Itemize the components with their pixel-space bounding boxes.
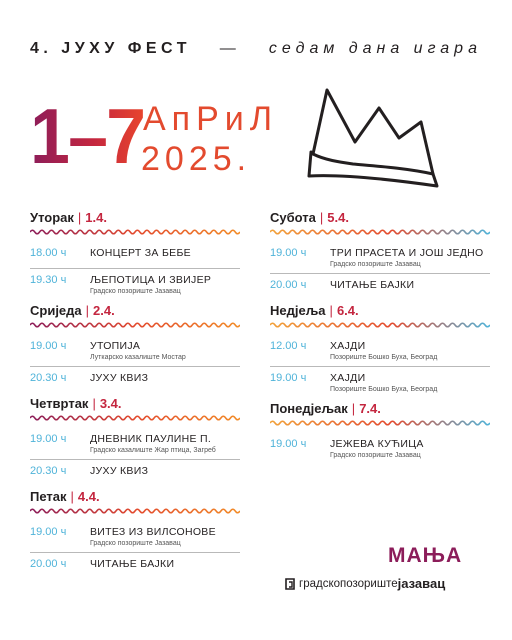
header-dash: — xyxy=(219,40,241,57)
day-name: Сриједа xyxy=(30,303,82,318)
wave-divider xyxy=(270,419,490,427)
event-title: ЈУХУ КВИЗ xyxy=(90,465,149,477)
event-row xyxy=(270,335,490,367)
day-name: Понедјељак xyxy=(270,401,348,416)
day-separator: | xyxy=(92,396,96,411)
day-separator: | xyxy=(329,303,333,318)
event-details xyxy=(90,557,240,571)
day-heading xyxy=(30,209,240,227)
festival-name: 4. ЈУХУ ФЕСТ xyxy=(30,40,191,57)
day-block xyxy=(270,209,490,300)
day-date: 6.4. xyxy=(336,303,359,318)
event-time: 20.00 ч xyxy=(30,558,67,570)
date-range: 1–7 xyxy=(30,92,145,180)
day-name: Петак xyxy=(30,489,67,504)
event-title: ДНЕВНИК ПАУЛИНЕ П. xyxy=(90,433,212,445)
event-row xyxy=(30,428,240,460)
wave-divider xyxy=(270,321,490,329)
event-details xyxy=(90,339,240,362)
wave-divider xyxy=(30,321,240,329)
wave-divider xyxy=(30,414,240,422)
day-block xyxy=(270,400,490,464)
event-venue: Позориште Бошко Буха, Београд xyxy=(330,354,438,361)
event-details xyxy=(330,339,490,362)
event-time: 20.00 ч xyxy=(270,279,307,291)
event-time: 18.00 ч xyxy=(30,247,67,259)
day-date: 1.4. xyxy=(85,210,107,225)
wave-divider xyxy=(30,507,240,515)
crown-icon xyxy=(305,82,445,192)
day-separator: | xyxy=(319,210,324,225)
event-time: 19.00 ч xyxy=(30,340,67,352)
theatre-logo xyxy=(284,576,445,591)
day-block xyxy=(30,302,240,393)
day-block xyxy=(270,302,490,398)
schedule-column-left xyxy=(30,209,240,581)
event-row xyxy=(270,367,490,398)
day-name: Четвртак xyxy=(30,396,89,411)
day-name: Уторак xyxy=(30,210,74,225)
event-title: КОНЦЕРТ ЗА БЕБЕ xyxy=(90,247,191,259)
schedule-column-right xyxy=(270,209,490,466)
event-title: ЧИТАЊЕ БАЈКИ xyxy=(90,558,175,570)
event-details xyxy=(330,371,490,394)
event-venue: Градско позориште Јазавац xyxy=(330,452,421,459)
event-title: ЉЕПОТИЦА И ЗВИЈЕР xyxy=(90,274,212,286)
event-row xyxy=(270,433,490,464)
event-time: 19.30 ч xyxy=(30,274,67,286)
event-details xyxy=(330,278,490,292)
event-time: 19.00 ч xyxy=(270,438,307,450)
event-venue: Градско позориште Јазавац xyxy=(90,288,181,295)
day-date: 2.4. xyxy=(93,303,115,318)
event-details xyxy=(90,464,240,478)
event-row xyxy=(270,242,490,274)
event-venue: Градско позориште Јазавац xyxy=(90,540,181,547)
event-row xyxy=(30,335,240,367)
event-title: ЈУХУ КВИЗ xyxy=(90,372,149,384)
day-date: 4.4. xyxy=(77,489,100,504)
day-block xyxy=(30,395,240,486)
event-row xyxy=(30,242,240,269)
event-details xyxy=(330,437,490,460)
year-label: 2025. xyxy=(141,140,252,178)
day-heading xyxy=(30,395,240,413)
theatre-logo-icon xyxy=(284,577,296,591)
sponsor-logo: МАЊА xyxy=(388,544,463,567)
day-heading xyxy=(30,488,240,506)
festival-header xyxy=(30,40,482,58)
event-time: 12.00 ч xyxy=(270,340,307,352)
event-time: 19.00 ч xyxy=(270,247,307,259)
day-separator: | xyxy=(77,210,82,225)
event-row xyxy=(30,553,240,579)
event-title: ЈЕЖЕВА КУЋИЦА xyxy=(330,438,424,450)
event-title: ХАЈДИ xyxy=(330,372,366,384)
event-title: ХАЈДИ xyxy=(330,340,366,352)
event-details xyxy=(90,432,240,455)
event-time: 19.00 ч xyxy=(270,372,307,384)
event-time: 20.30 ч xyxy=(30,465,67,477)
day-heading xyxy=(270,302,490,320)
event-row xyxy=(30,269,240,300)
event-venue: Градско позориште Јазавац xyxy=(330,261,421,268)
event-title: ЧИТАЊЕ БАЈКИ xyxy=(330,279,415,291)
day-separator: | xyxy=(351,401,356,416)
event-venue: Градско казалиште Жар птица, Загреб xyxy=(90,447,216,454)
day-block xyxy=(30,488,240,579)
event-details xyxy=(90,273,240,296)
event-row xyxy=(30,367,240,393)
event-title: ВИТЕЗ ИЗ ВИЛСОНОВЕ xyxy=(90,526,216,538)
wave-divider xyxy=(30,228,240,236)
theatre-logo-name: јазавац xyxy=(397,576,446,591)
day-separator: | xyxy=(85,303,90,318)
day-date: 7.4. xyxy=(359,401,381,416)
day-heading xyxy=(270,400,490,418)
event-row xyxy=(270,274,490,300)
day-block xyxy=(30,209,240,300)
event-title: ТРИ ПРАСЕТА И ЈОШ ЈЕДНО xyxy=(330,247,484,259)
day-date: 3.4. xyxy=(99,396,122,411)
event-time: 20.30 ч xyxy=(30,372,67,384)
event-title: УТОПИЈА xyxy=(90,340,141,352)
event-details xyxy=(330,246,490,269)
event-row xyxy=(30,460,240,486)
day-separator: | xyxy=(70,489,74,504)
day-heading xyxy=(270,209,490,227)
wave-divider xyxy=(270,228,490,236)
day-date: 5.4. xyxy=(327,210,349,225)
event-details xyxy=(90,371,240,385)
event-venue: Луткарско казалиште Мостар xyxy=(90,354,186,361)
day-name: Субота xyxy=(270,210,316,225)
event-row xyxy=(30,521,240,553)
month-label: АпРиЛ xyxy=(143,100,279,138)
event-details xyxy=(90,525,240,548)
event-time: 19.00 ч xyxy=(30,433,67,445)
day-name: Недјеља xyxy=(270,303,326,318)
theatre-logo-text: градскопозориште xyxy=(299,577,398,590)
event-details xyxy=(90,246,240,260)
festival-tagline: седам дана игара xyxy=(268,40,482,57)
day-heading xyxy=(30,302,240,320)
event-time: 19.00 ч xyxy=(30,526,67,538)
event-venue: Позориште Бошко Буха, Београд xyxy=(330,386,438,393)
